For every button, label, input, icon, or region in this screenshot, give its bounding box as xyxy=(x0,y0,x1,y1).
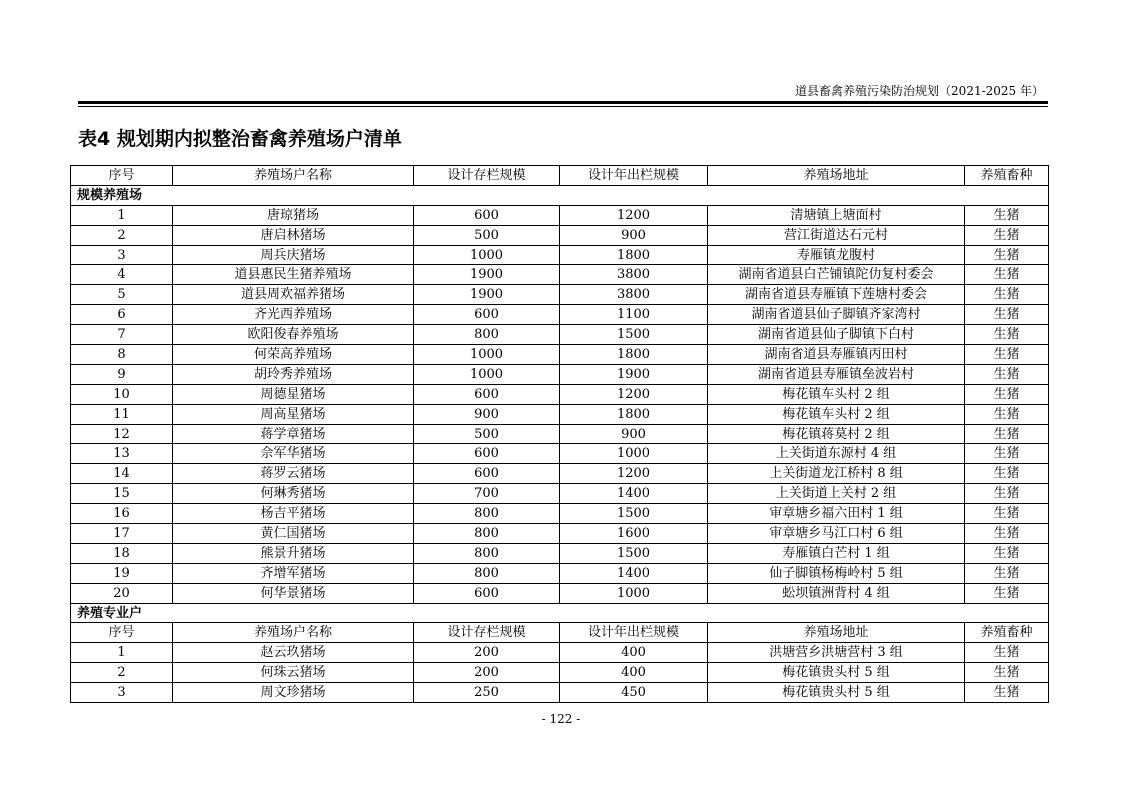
column-header-address: 养殖场地址 xyxy=(708,166,965,186)
column-header-species: 养殖畜种 xyxy=(965,166,1049,186)
stock-scale-cell: 800 xyxy=(414,543,560,563)
column-header-stock-scale: 设计存栏规模 xyxy=(414,166,560,186)
table-row xyxy=(71,205,1049,225)
address-cell: 洪塘营乡洪塘营村 3 组 xyxy=(708,643,965,663)
farm-name-cell: 佘军华猪场 xyxy=(173,444,414,464)
species-cell: 生猪 xyxy=(965,464,1049,484)
farm-name-cell: 周兵庆猪场 xyxy=(173,245,414,265)
address-cell: 湖南省道县仙子脚镇下白村 xyxy=(708,325,965,345)
stock-scale-cell: 200 xyxy=(414,643,560,663)
address-cell: 审章塘乡马江口村 6 组 xyxy=(708,524,965,544)
farm-name-cell: 杨吉平猪场 xyxy=(173,504,414,524)
table-row xyxy=(71,643,1049,663)
annual-output-cell: 1000 xyxy=(560,583,708,603)
table-row xyxy=(71,364,1049,384)
species-cell: 生猪 xyxy=(965,305,1049,325)
serial-cell: 1 xyxy=(71,205,173,225)
annual-output-cell: 400 xyxy=(560,663,708,683)
address-cell: 湖南省道县仙子脚镇齐家湾村 xyxy=(708,305,965,325)
farm-name-cell: 齐光西养殖场 xyxy=(173,305,414,325)
species-cell: 生猪 xyxy=(965,563,1049,583)
serial-cell: 11 xyxy=(71,404,173,424)
species-cell: 生猪 xyxy=(965,364,1049,384)
section-row xyxy=(71,603,1049,623)
serial-cell: 3 xyxy=(71,245,173,265)
address-cell: 湖南省道县寿雁镇垒波岩村 xyxy=(708,364,965,384)
stock-scale-cell: 1000 xyxy=(414,245,560,265)
farm-name-cell: 何华景猪场 xyxy=(173,583,414,603)
annual-output-cell: 450 xyxy=(560,683,708,703)
column-header-farm-name: 养殖场户名称 xyxy=(173,166,414,186)
annual-output-cell: 1400 xyxy=(560,484,708,504)
farm-name-cell: 道县惠民生猪养殖场 xyxy=(173,265,414,285)
annual-output-cell: 1500 xyxy=(560,504,708,524)
address-cell: 营江街道达石元村 xyxy=(708,225,965,245)
annual-output-cell: 1400 xyxy=(560,563,708,583)
stock-scale-cell: 600 xyxy=(414,384,560,404)
farm-name-cell: 齐增军猪场 xyxy=(173,563,414,583)
farm-name-cell: 胡玲秀养殖场 xyxy=(173,364,414,384)
address-cell: 审章塘乡福六田村 1 组 xyxy=(708,504,965,524)
column-header-annual-output: 设计年出栏规模 xyxy=(560,623,708,643)
serial-cell: 3 xyxy=(71,683,173,703)
annual-output-cell: 1000 xyxy=(560,444,708,464)
annual-output-cell: 900 xyxy=(560,424,708,444)
annual-output-cell: 1200 xyxy=(560,205,708,225)
annual-output-cell: 1200 xyxy=(560,464,708,484)
serial-cell: 6 xyxy=(71,305,173,325)
farm-name-cell: 欧阳俊春养殖场 xyxy=(173,325,414,345)
species-cell: 生猪 xyxy=(965,583,1049,603)
serial-cell: 19 xyxy=(71,563,173,583)
annual-output-cell: 1800 xyxy=(560,245,708,265)
serial-cell: 2 xyxy=(71,663,173,683)
serial-cell: 12 xyxy=(71,424,173,444)
address-cell: 上关街道上关村 2 组 xyxy=(708,484,965,504)
farm-name-cell: 黄仁国猪场 xyxy=(173,524,414,544)
species-cell: 生猪 xyxy=(965,543,1049,563)
farm-name-cell: 唐琼猪场 xyxy=(173,205,414,225)
address-cell: 湖南省道县寿雁镇下莲塘村委会 xyxy=(708,285,965,305)
serial-cell: 16 xyxy=(71,504,173,524)
farm-name-cell: 周德星猪场 xyxy=(173,384,414,404)
stock-scale-cell: 250 xyxy=(414,683,560,703)
farm-name-cell: 何珠云猪场 xyxy=(173,663,414,683)
section-1-header-row xyxy=(71,623,1049,643)
address-cell: 清塘镇上塘面村 xyxy=(708,205,965,225)
header-rule-thick xyxy=(78,101,1048,104)
annual-output-cell: 1200 xyxy=(560,384,708,404)
stock-scale-cell: 1000 xyxy=(414,364,560,384)
species-cell: 生猪 xyxy=(965,345,1049,365)
farm-list-table xyxy=(70,165,1049,703)
address-cell: 梅花镇车头村 2 组 xyxy=(708,384,965,404)
column-header-serial: 序号 xyxy=(71,166,173,186)
address-cell: 寿雁镇龙腹村 xyxy=(708,245,965,265)
stock-scale-cell: 600 xyxy=(414,205,560,225)
table-row xyxy=(71,285,1049,305)
stock-scale-cell: 600 xyxy=(414,464,560,484)
address-cell: 梅花镇车头村 2 组 xyxy=(708,404,965,424)
species-cell: 生猪 xyxy=(965,683,1049,703)
table-row xyxy=(71,563,1049,583)
farm-name-cell: 周高星猪场 xyxy=(173,404,414,424)
table-row xyxy=(71,683,1049,703)
table-row xyxy=(71,444,1049,464)
stock-scale-cell: 700 xyxy=(414,484,560,504)
stock-scale-cell: 600 xyxy=(414,444,560,464)
table-row xyxy=(71,345,1049,365)
header-rule-thin xyxy=(78,106,1048,107)
table-row xyxy=(71,524,1049,544)
annual-output-cell: 1100 xyxy=(560,305,708,325)
table-row xyxy=(71,265,1049,285)
annual-output-cell: 1900 xyxy=(560,364,708,384)
farm-name-cell: 蒋罗云猪场 xyxy=(173,464,414,484)
stock-scale-cell: 1000 xyxy=(414,345,560,365)
address-cell: 梅花镇蒋莫村 2 组 xyxy=(708,424,965,444)
page-number: - 122 - xyxy=(541,712,581,726)
stock-scale-cell: 600 xyxy=(414,305,560,325)
serial-cell: 5 xyxy=(71,285,173,305)
species-cell: 生猪 xyxy=(965,325,1049,345)
table-row xyxy=(71,663,1049,683)
species-cell: 生猪 xyxy=(965,444,1049,464)
stock-scale-cell: 1900 xyxy=(414,285,560,305)
column-header-stock-scale: 设计存栏规模 xyxy=(414,623,560,643)
stock-scale-cell: 500 xyxy=(414,424,560,444)
address-cell: 梅花镇贵头村 5 组 xyxy=(708,683,965,703)
species-cell: 生猪 xyxy=(965,663,1049,683)
species-cell: 生猪 xyxy=(965,245,1049,265)
serial-cell: 4 xyxy=(71,265,173,285)
farm-name-cell: 赵云玖猪场 xyxy=(173,643,414,663)
address-cell: 湖南省道县寿雁镇丙田村 xyxy=(708,345,965,365)
table-row xyxy=(71,424,1049,444)
farm-name-cell: 道县周欢福养猪场 xyxy=(173,285,414,305)
table-row xyxy=(71,325,1049,345)
serial-cell: 20 xyxy=(71,583,173,603)
annual-output-cell: 3800 xyxy=(560,285,708,305)
species-cell: 生猪 xyxy=(965,524,1049,544)
farm-name-cell: 熊景升猪场 xyxy=(173,543,414,563)
address-cell: 上关街道东源村 4 组 xyxy=(708,444,965,464)
annual-output-cell: 3800 xyxy=(560,265,708,285)
stock-scale-cell: 1900 xyxy=(414,265,560,285)
annual-output-cell: 400 xyxy=(560,643,708,663)
serial-cell: 17 xyxy=(71,524,173,544)
table-row xyxy=(71,464,1049,484)
section-label: 养殖专业户 xyxy=(71,603,1049,623)
stock-scale-cell: 600 xyxy=(414,583,560,603)
column-header-farm-name: 养殖场户名称 xyxy=(173,623,414,643)
stock-scale-cell: 800 xyxy=(414,563,560,583)
table-row xyxy=(71,504,1049,524)
address-cell: 梅花镇贵头村 5 组 xyxy=(708,663,965,683)
address-cell: 蚣坝镇洲背村 4 组 xyxy=(708,583,965,603)
species-cell: 生猪 xyxy=(965,404,1049,424)
species-cell: 生猪 xyxy=(965,424,1049,444)
species-cell: 生猪 xyxy=(965,205,1049,225)
annual-output-cell: 1500 xyxy=(560,325,708,345)
farm-name-cell: 何琳秀猪场 xyxy=(173,484,414,504)
column-header-serial: 序号 xyxy=(71,623,173,643)
stock-scale-cell: 800 xyxy=(414,504,560,524)
stock-scale-cell: 900 xyxy=(414,404,560,424)
stock-scale-cell: 800 xyxy=(414,325,560,345)
annual-output-cell: 1800 xyxy=(560,404,708,424)
farm-name-cell: 周文珍猪场 xyxy=(173,683,414,703)
species-cell: 生猪 xyxy=(965,643,1049,663)
section-label: 规模养殖场 xyxy=(71,185,1049,205)
serial-cell: 7 xyxy=(71,325,173,345)
section-row xyxy=(71,185,1049,205)
serial-cell: 10 xyxy=(71,384,173,404)
main-header-row xyxy=(71,166,1049,186)
serial-cell: 14 xyxy=(71,464,173,484)
species-cell: 生猪 xyxy=(965,484,1049,504)
serial-cell: 2 xyxy=(71,225,173,245)
address-cell: 寿雁镇白芒村 1 组 xyxy=(708,543,965,563)
table-row xyxy=(71,305,1049,325)
farm-name-cell: 唐启林猪场 xyxy=(173,225,414,245)
stock-scale-cell: 800 xyxy=(414,524,560,544)
table-row xyxy=(71,384,1049,404)
table-row xyxy=(71,484,1049,504)
serial-cell: 15 xyxy=(71,484,173,504)
species-cell: 生猪 xyxy=(965,384,1049,404)
serial-cell: 8 xyxy=(71,345,173,365)
serial-cell: 18 xyxy=(71,543,173,563)
farm-name-cell: 何荣高养殖场 xyxy=(173,345,414,365)
table-row xyxy=(71,543,1049,563)
table-row xyxy=(71,245,1049,265)
stock-scale-cell: 200 xyxy=(414,663,560,683)
table-row xyxy=(71,583,1049,603)
species-cell: 生猪 xyxy=(965,265,1049,285)
serial-cell: 13 xyxy=(71,444,173,464)
column-header-annual-output: 设计年出栏规模 xyxy=(560,166,708,186)
column-header-species: 养殖畜种 xyxy=(965,623,1049,643)
stock-scale-cell: 500 xyxy=(414,225,560,245)
address-cell: 仙子脚镇杨梅岭村 5 组 xyxy=(708,563,965,583)
serial-cell: 1 xyxy=(71,643,173,663)
species-cell: 生猪 xyxy=(965,504,1049,524)
annual-output-cell: 1800 xyxy=(560,345,708,365)
annual-output-cell: 1600 xyxy=(560,524,708,544)
annual-output-cell: 900 xyxy=(560,225,708,245)
species-cell: 生猪 xyxy=(965,285,1049,305)
table-row xyxy=(71,225,1049,245)
table-title: 表4 规划期内拟整治畜禽养殖场户清单 xyxy=(78,128,402,150)
annual-output-cell: 1500 xyxy=(560,543,708,563)
address-cell: 上关街道龙江桥村 8 组 xyxy=(708,464,965,484)
table-row xyxy=(71,404,1049,424)
running-header: 道县畜禽养殖污染防治规划（2021-2025 年） xyxy=(795,84,1044,98)
table-body xyxy=(71,166,1049,703)
address-cell: 湖南省道县白芒铺镇陀仂复村委会 xyxy=(708,265,965,285)
serial-cell: 9 xyxy=(71,364,173,384)
farm-name-cell: 蒋学章猪场 xyxy=(173,424,414,444)
species-cell: 生猪 xyxy=(965,225,1049,245)
column-header-address: 养殖场地址 xyxy=(708,623,965,643)
